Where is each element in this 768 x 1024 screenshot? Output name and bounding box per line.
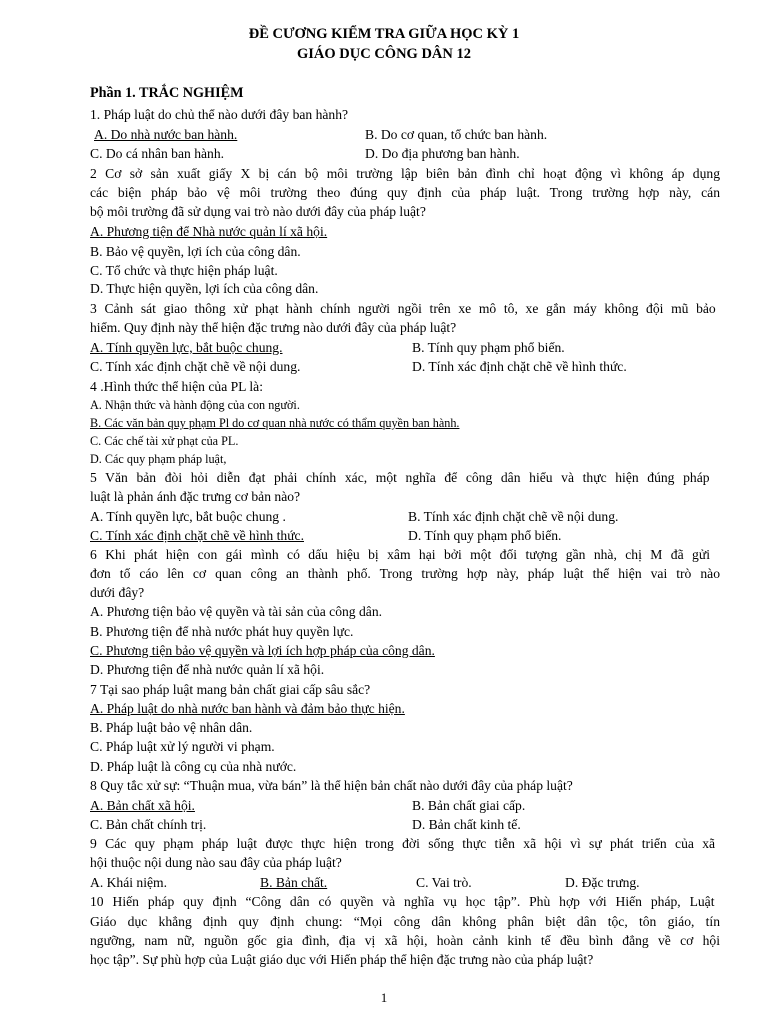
- q1-option-c: C. Do cá nhân ban hành.: [90, 146, 225, 161]
- q7-option-a-text: A. Pháp luật do nhà nước ban hành và đảm bảo thực hiện.: [90, 701, 405, 716]
- q8-option-d: D. Bản chất kinh tế.: [412, 817, 521, 832]
- q7-option-a: [90, 700, 433, 717]
- q3-option-a: A. Tính quyền lực, bắt buộc chung.: [90, 340, 283, 355]
- q3-option-d: D. Tính xác định chặt chẽ về hình thức.: [412, 359, 627, 374]
- q2-option-b: B. Bảo vệ quyền, lợi ích của công dân.: [90, 244, 301, 259]
- q5-line-1: 5 Văn bản đòi hỏi diễn đạt phải chính xác, một nghĩa để công dân hiểu và thực hiện đúng pháp: [90, 470, 710, 485]
- q6-line-3: dưới đây?: [90, 585, 145, 600]
- q5-line-2: luật là phản ánh đặc trưng cơ bản nào?: [90, 489, 301, 504]
- q9-option-c: C. Vai trò.: [416, 875, 472, 890]
- q4-option-b: B. Các văn bản quy phạm Pl do cơ quan nhà nước có thẩm quyền ban hành.: [90, 416, 460, 430]
- q10-line-1: 10 Hiến pháp quy định “Công dân có quyền và nghĩa vụ học tập”. Phù hợp với Hiến pháp, Luật: [90, 894, 715, 909]
- q2-option-a-text: A. Phương tiện để Nhà nước quản lí xã hội.: [90, 224, 328, 239]
- q7-option-c: C. Pháp luật xử lý người vi phạm.: [90, 739, 275, 754]
- q1-text: 1. Pháp luật do chủ thể nào dưới đây ban hành?: [90, 107, 349, 122]
- section-heading: Phần 1. TRẮC NGHIỆM: [90, 85, 244, 101]
- q10-line-3: ngưỡng, nam nữ, nguồn gốc gia đình, địa vị xã hội, hoàn cảnh kinh tế đều bình đẳng về cơ hội: [90, 933, 720, 948]
- q4-option-c: C. Các chế tài xử phạt của PL.: [90, 434, 239, 448]
- q1-option-d: D. Do địa phương ban hành.: [365, 146, 520, 161]
- q4-option-a: A. Nhận thức và hành động của con người.: [90, 398, 300, 412]
- q6-option-c: C. Phương tiện bảo vệ quyền và lợi ích hợp pháp của công dân.: [90, 643, 435, 658]
- q5-option-a: A. Tính quyền lực, bắt buộc chung .: [90, 509, 286, 524]
- q3-line-1: 3 Cảnh sát giao thông xử phạt hành chính người ngồi trên xe mô tô, xe gắn máy không đội mũ bảo: [90, 301, 716, 316]
- q9-line-2: hội thuộc nội dung nào sau đây của pháp luật?: [90, 855, 342, 870]
- q5-option-b: B. Tính xác định chặt chẽ về nội dung.: [408, 509, 619, 524]
- q4-option-d: D. Các quy phạm pháp luật,: [90, 452, 227, 466]
- q5-option-d: D. Tính quy phạm phổ biến.: [408, 528, 562, 543]
- q9-option-b: B. Bản chất.: [260, 875, 328, 890]
- q7-text: 7 Tại sao pháp luật mang bản chất giai cấp sâu sắc?: [90, 682, 371, 697]
- q2-line-1: 2 Cơ sở sản xuất giấy X bị cán bộ môi trường lập biên bản đình chỉ hoạt động vì không áp dụng: [90, 166, 720, 181]
- q3-option-c: C. Tính xác định chặt chẽ về nội dung.: [90, 359, 301, 374]
- q6-line-2: đơn tố cáo lên cơ quan công an thành phố. Trong trường hợp này, pháp luật thể hiện vai trò nào: [90, 566, 720, 581]
- q3-line-2: hiểm. Quy định này thể hiện đặc trưng nào dưới đây của pháp luật?: [90, 320, 457, 335]
- q2-line-3: bộ môi trường đã sử dụng vai trò nào dưới đây của pháp luật?: [90, 204, 426, 219]
- q8-option-b: B. Bản chất giai cấp.: [412, 798, 526, 813]
- q1-option-a: A. Do nhà nước ban hành.: [94, 127, 238, 142]
- q6-line-1: 6 Khi phát hiện con gái mình có dấu hiệu bị xâm hại bởi một đối tượng gần nhà, chị M đã gửi: [90, 547, 710, 562]
- q1-option-b: B. Do cơ quan, tổ chức ban hành.: [365, 127, 548, 142]
- q2-option-c: C. Tổ chức và thực hiện pháp luật.: [90, 263, 278, 278]
- q4-text: 4 .Hình thức thể hiện của PL là:: [90, 379, 263, 394]
- title-line-1: ĐỀ CƯƠNG KIỂM TRA GIỮA HỌC KỲ 1: [248, 26, 520, 42]
- q10-line-2: Giáo dục khẳng định quy định chung: “Mọi công dân không phân biệt dân tộc, tôn giáo, tín: [90, 914, 720, 929]
- q8-text: 8 Quy tắc xử sự: “Thuận mua, vừa bán” là thể hiện bản chất nào dưới đây của pháp luật?: [90, 778, 573, 793]
- q8-option-c: C. Bản chất chính trị.: [90, 817, 207, 832]
- q3-option-b: B. Tính quy phạm phổ biến.: [412, 340, 565, 355]
- q9-option-a: A. Khái niệm.: [90, 875, 168, 890]
- q10-line-4: học tập”. Sự phù hợp của Luật giáo dục với Hiến pháp thể hiện đặc trưng nào của pháp luật?: [90, 952, 594, 967]
- q2-option-d: D. Thực hiện quyền, lợi ích của công dân.: [90, 281, 319, 296]
- page-number: 1: [380, 990, 388, 1005]
- q6-option-a: A. Phương tiện bảo vệ quyền và tài sản của công dân.: [90, 604, 383, 619]
- q9-line-1: 9 Các quy phạm pháp luật được thực hiện trong đời sống thực tiễn xã hội vì sự phát triển của xã: [90, 836, 716, 851]
- q9-option-d: D. Đặc trưng.: [565, 875, 640, 890]
- q6-option-d: D. Phương tiện để nhà nước quản lí xã hội.: [90, 662, 325, 677]
- q2-line-2: các biện pháp bảo vệ môi trường theo đúng quy định của pháp luật. Trong trường hợp này, cán: [90, 185, 720, 200]
- q7-option-d: D. Pháp luật là công cụ của nhà nước.: [90, 759, 297, 774]
- q8-option-a: A. Bản chất xã hội.: [90, 798, 195, 813]
- q6-option-b: B. Phương tiện để nhà nước phát huy quyền lực.: [90, 624, 354, 639]
- title-line-2: GIÁO DỤC CÔNG DÂN 12: [297, 46, 471, 62]
- q2-option-a: [90, 223, 363, 240]
- q5-option-c: C. Tính xác định chặt chẽ về hình thức.: [90, 528, 304, 543]
- q7-option-b: B. Pháp luật bảo vệ nhân dân.: [90, 720, 253, 735]
